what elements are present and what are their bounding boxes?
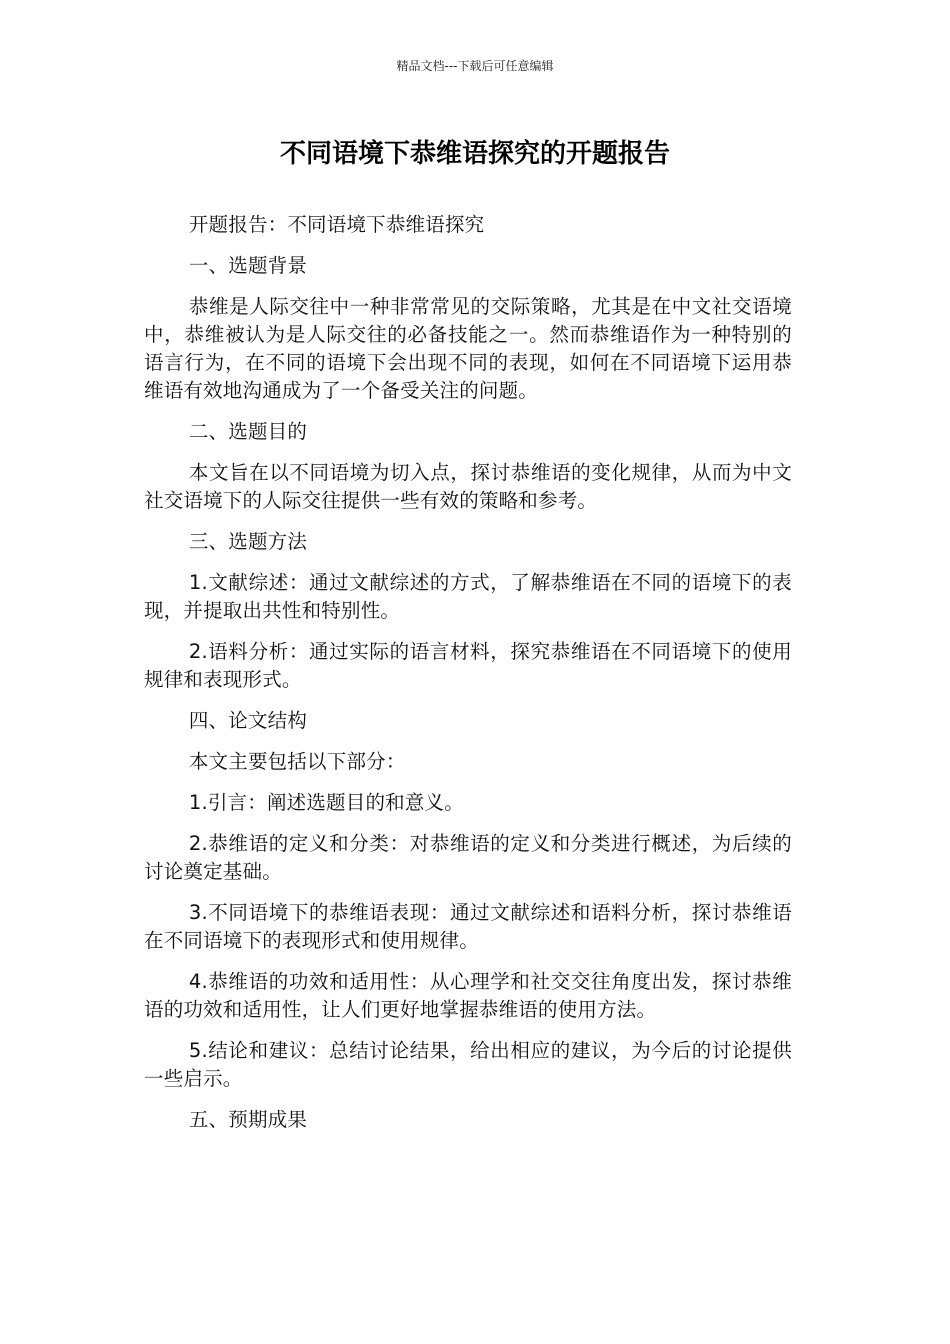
section-heading-expected-results: 五、预期成果: [188, 1108, 308, 1131]
section-heading-background: 一、选题背景: [188, 254, 308, 277]
paragraph-structure-1: 1.引言：阐述选题目的和意义。: [188, 791, 464, 814]
paragraph-report-heading: 开题报告：不同语境下恭维语探究: [188, 213, 485, 236]
paragraph-structure-2: 2.恭维语的定义和分类：对恭维语的定义和分类进行概述，为后续的讨论奠定基础。: [144, 832, 792, 883]
section-heading-purpose: 二、选题目的: [188, 420, 308, 443]
header-note: 精品文档---下载后可任意编辑: [396, 59, 554, 73]
paragraph-structure-5: 5.结论和建议：总结讨论结果，给出相应的建议，为今后的讨论提供一些启示。: [144, 1039, 792, 1090]
document-title: 不同语境下恭维语探究的开题报告: [279, 139, 670, 169]
paragraph-background: 恭维是人际交往中一种非常常见的交际策略，尤其是在中文社交语境中，恭维被认为是人际交往的必备技能之一。然而恭维语作为一种特别的语言行为，在不同的语境下会出现不同的表现，如何在不同语境下运用恭维语有效地沟通成为了一个备受关注的问题。: [144, 295, 792, 402]
section-heading-method: 三、选题方法: [188, 530, 308, 553]
section-heading-structure: 四、论文结构: [188, 709, 308, 732]
paragraph-structure-intro: 本文主要包括以下部分：: [188, 750, 406, 773]
paragraph-structure-4: 4.恭维语的功效和适用性：从心理学和社交交往角度出发，探讨恭维语的功效和适用性，让人们更好地掌握恭维语的使用方法。: [144, 970, 792, 1021]
document-body: [144, 211, 792, 1147]
paragraph-method-2: 2.语料分析：通过实际的语言材料，探究恭维语在不同语境下的使用规律和表现形式。: [144, 640, 792, 691]
paragraph-structure-3: 3.不同语境下的恭维语表现：通过文献综述和语料分析，探讨恭维语在不同语境下的表现形式和使用规律。: [144, 901, 792, 952]
paragraph-method-1: 1.文献综述：通过文献综述的方式，了解恭维语在不同的语境下的表现，并提取出共性和特别性。: [144, 571, 792, 622]
paragraph-purpose: 本文旨在以不同语境为切入点，探讨恭维语的变化规律，从而为中文社交语境下的人际交往提供一些有效的策略和参考。: [144, 461, 792, 512]
